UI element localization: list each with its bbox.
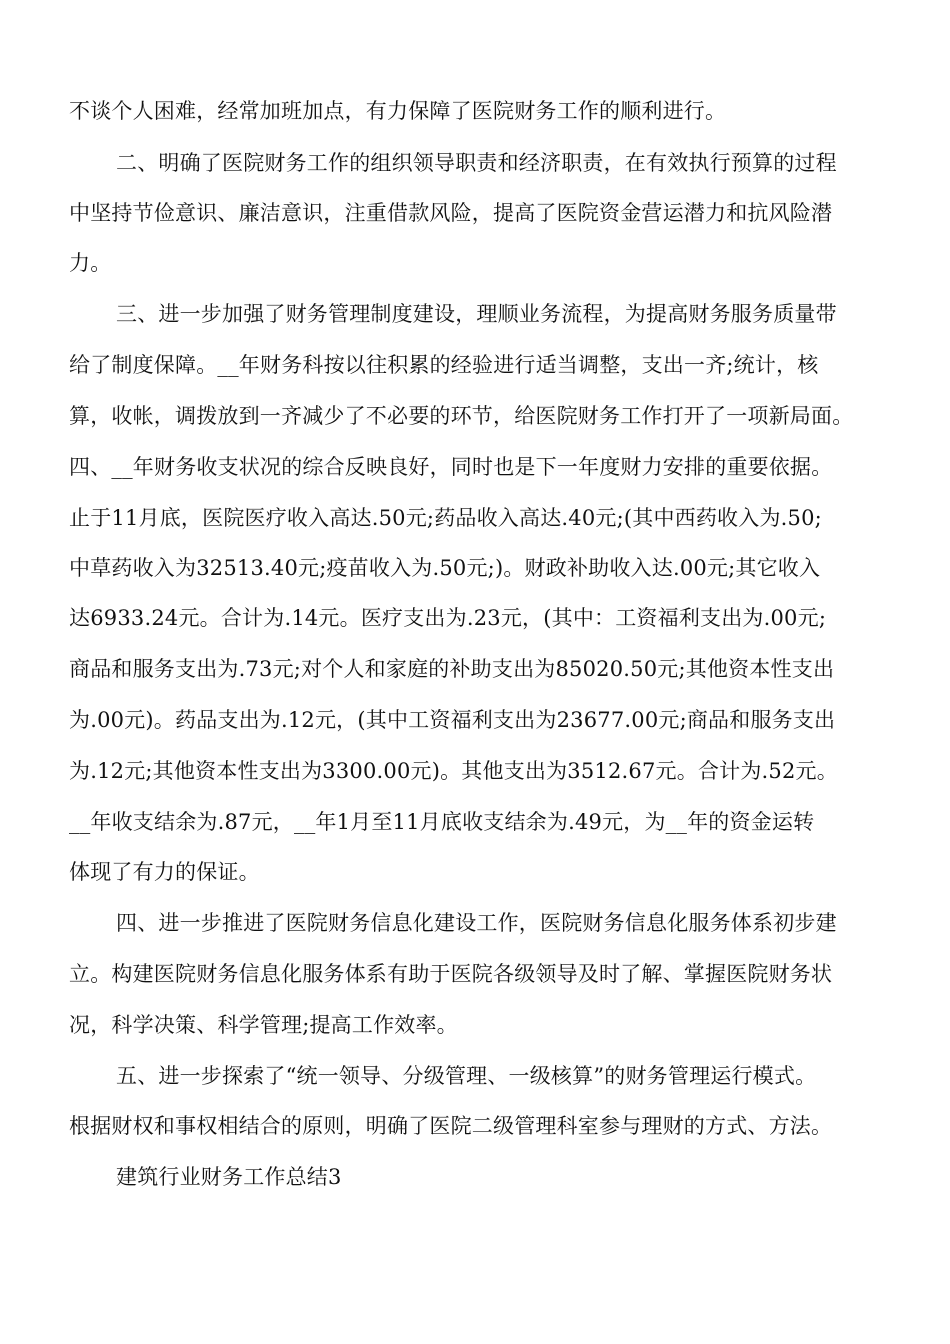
body-text-line: 达6933.24元。合计为.14元。医疗支出为.23元，(其中：工资福利支出为.00元; [69,606,827,630]
body-text-line: 立。构建医院财务信息化服务体系有助于医院各级领导及时了解、掌握医院财务状 [69,962,833,986]
body-text-line: 为.12元;其他资本性支出为3300.00元)。其他支出为3512.67元。合计为.52元。 [69,759,838,783]
paragraph-5-line: 四、进一步推进了医院财务信息化建设工作，医院财务信息化服务体系初步建 [116,911,837,935]
body-text-line: 为.00元)。药品支出为.12元，(其中工资福利支出为23677.00元;商品和服务支出 [69,708,836,732]
body-text-line: __年收支结余为.87元，__年1月至11月底收支结余为.49元，为__年的资金运转 [69,810,815,834]
body-text-line: 不谈个人困难，经常加班加点，有力保障了医院财务工作的顺利进行。 [69,99,727,123]
body-text-line: 中坚持节俭意识、廉洁意识，注重借款风险，提高了医院资金营运潜力和抗风险潜 [69,201,833,225]
section-heading: 建筑行业财务工作总结3 [116,1165,342,1189]
body-text-line: 体现了有力的保证。 [69,860,260,884]
body-text-line: 中草药收入为32513.40元;疫苗收入为.50元;)。财政补助收入达.00元;其它收入 [69,556,821,580]
paragraph-2-line: 二、明确了医院财务工作的组织领导职责和经济职责，在有效执行预算的过程 [116,151,837,175]
body-text-line: 况，科学决策、科学管理;提高工作效率。 [69,1013,458,1037]
body-text-line: 算，收帐，调拨放到一齐减少了不必要的环节，给医院财务工作打开了一项新局面。 [69,404,854,428]
paragraph-3-line: 三、进一步加强了财务管理制度建设，理顺业务流程，为提高财务服务质量带 [116,302,837,326]
body-text-line: 商品和服务支出为.73元;对个人和家庭的补助支出为85020.50元;其他资本性支出 [69,657,835,681]
body-text-line: 根据财权和事权相结合的原则，明确了医院二级管理科室参与理财的方式、方法。 [69,1114,833,1138]
body-text-line: 给了制度保障。__年财务科按以往积累的经验进行适当调整，支出一齐;统计，核 [69,353,819,377]
body-text-line: 止于11月底，医院医疗收入高达.50元;药品收入高达.40元;(其中西药收入为.50; [69,506,822,530]
paragraph-4-line: 四、__年财务收支状况的综合反映良好，同时也是下一年度财力安排的重要依据。 [69,455,833,479]
body-text-line: 力。 [69,251,112,275]
paragraph-6-line: 五、进一步探索了“统一领导、分级管理、一级核算”的财务管理运行模式。 [116,1064,817,1088]
